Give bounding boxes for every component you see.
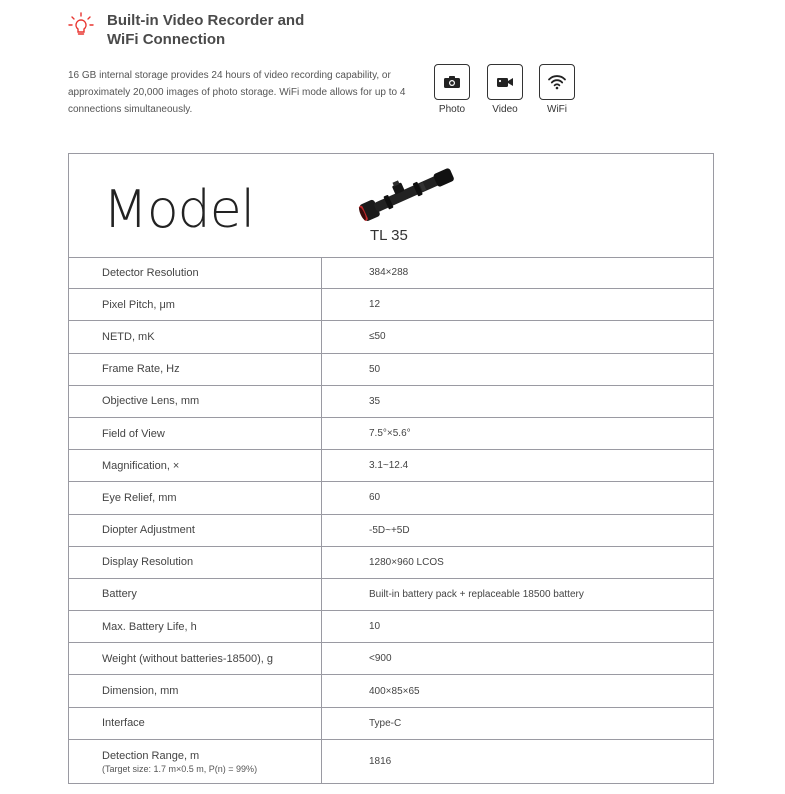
table-row (69, 643, 713, 675)
row-value: 50 (369, 363, 381, 375)
table-row (69, 450, 713, 482)
row-label: Max. Battery Life, h (69, 611, 322, 642)
row-value: 1280×960 LCOS (369, 556, 444, 568)
table-row (69, 708, 713, 740)
row-value: 7.5°×5.6° (369, 428, 411, 440)
table-row (69, 740, 713, 784)
row-label: Diopter Adjustment (69, 515, 322, 546)
row-label: Battery (69, 579, 322, 610)
row-label: Detector Resolution (69, 257, 322, 288)
lightbulb-icon (66, 11, 96, 41)
row-label: Magnification, × (69, 450, 322, 481)
row-value: Built-in battery pack + replaceable 18500 battery (369, 588, 584, 600)
row-label: Field of View (69, 418, 322, 449)
table-row (69, 386, 713, 418)
row-label: Frame Rate, Hz (69, 354, 322, 385)
row-label: Pixel Pitch, μm (69, 289, 322, 320)
mode-photo (434, 64, 470, 115)
mode-photo-label: Photo (438, 104, 466, 115)
row-value: ≤50 (369, 331, 386, 343)
row-label-note: (Target size: 1.7 m×0.5 m, P(n) = 99%) (102, 763, 258, 774)
spec-rows (69, 257, 713, 784)
row-value: 400×85×65 (369, 685, 420, 697)
row-label: Objective Lens, mm (69, 386, 322, 417)
row-label (69, 740, 322, 784)
mode-video (487, 64, 523, 115)
spec-table (68, 153, 714, 784)
rifle-scope-image (351, 160, 461, 222)
model-heading: Model (103, 180, 255, 240)
table-row (69, 515, 713, 547)
row-value: 1816 (369, 756, 392, 768)
feature-description: 16 GB internal storage provides 24 hours of video recording capability, or approximately 20,000 images of photo storage. WiFi mode allows for up to 4 connections simultaneously. (68, 70, 406, 115)
row-label-main: Detection Range, m (102, 749, 200, 762)
feature-title (107, 11, 367, 49)
table-row (69, 418, 713, 450)
spec-header (69, 154, 713, 258)
row-label: Display Resolution (69, 547, 322, 578)
mode-video-label: Video (492, 104, 518, 115)
row-value: <900 (369, 653, 392, 665)
row-value: Type-C (369, 717, 402, 729)
camera-icon (434, 64, 470, 100)
table-row (69, 257, 713, 289)
row-label: Eye Relief, mm (69, 482, 322, 513)
row-value: 384×288 (369, 267, 409, 279)
table-row (69, 321, 713, 353)
video-camera-icon (487, 64, 523, 100)
table-row (69, 675, 713, 707)
table-row (69, 611, 713, 643)
row-label: Interface (69, 708, 322, 739)
mode-wifi-label: WiFi (547, 104, 567, 115)
row-value: 35 (369, 395, 381, 407)
row-value: 10 (369, 621, 381, 633)
model-name: TL 35 (370, 227, 408, 244)
mode-wifi (539, 64, 575, 115)
feature-title-line2: WiFi Connection (107, 31, 226, 48)
table-row (69, 354, 713, 386)
row-label: NETD, mK (69, 321, 322, 352)
row-value: -5D~+5D (369, 524, 410, 536)
row-value: 60 (369, 492, 381, 504)
table-row (69, 579, 713, 611)
feature-title-line1: Built-in Video Recorder and (107, 12, 305, 29)
table-row (69, 289, 713, 321)
row-label: Weight (without batteries-18500), g (69, 643, 322, 674)
table-row (69, 482, 713, 514)
row-value: 3.1~12.4 (369, 460, 409, 472)
row-label: Dimension, mm (69, 675, 322, 706)
wifi-icon (539, 64, 575, 100)
row-value: 12 (369, 299, 381, 311)
table-row (69, 547, 713, 579)
